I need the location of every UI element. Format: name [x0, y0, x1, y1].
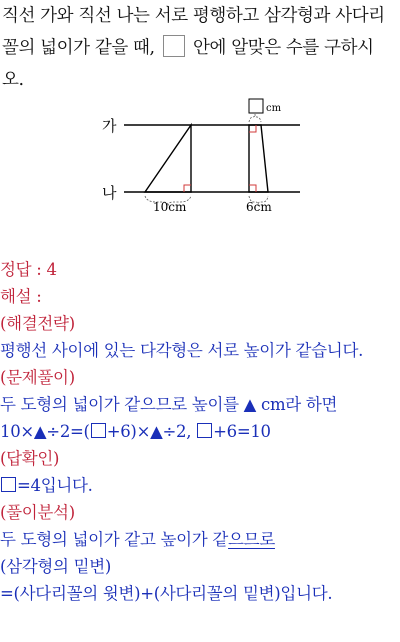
problem-line-2-end: 안에 알맞은 수를 구하시: [193, 38, 374, 58]
analysis-row: [0, 526, 400, 553]
check-row: [0, 472, 400, 499]
geometry-figure: [90, 96, 310, 226]
label-ga: 가: [102, 117, 117, 135]
trapezoid-top-angle-mark: [249, 125, 256, 132]
answer-value: 4: [46, 260, 57, 279]
check-text: =4입니다.: [17, 476, 93, 495]
triangle-right-angle-mark: [184, 185, 191, 192]
solution-section: [0, 256, 400, 607]
strategy-heading: (해결전략): [0, 314, 75, 333]
blank-square-icon: [1, 477, 16, 492]
answer-blank-box: [163, 35, 185, 57]
answer-row: [0, 256, 400, 283]
answer-label: 정답 :: [0, 260, 42, 279]
trapezoid-base-label: 6cm: [246, 200, 272, 214]
explanation-label: 해설 :: [0, 287, 42, 306]
analysis-line-3: =(사다리꼴의 윗변)+(사다리꼴의 밑변)입니다.: [0, 584, 333, 603]
problem-line-2: [2, 32, 398, 64]
trapezoid-bottom-angle-mark: [249, 185, 256, 192]
blank-square-icon: [91, 423, 106, 438]
problem-line-2-start: 꼴의 넓이가 같을 때,: [2, 38, 155, 58]
strategy-text: 평행선 사이에 있는 다각형은 서로 높이가 같습니다.: [0, 341, 364, 360]
blank-square-icon: [197, 423, 212, 438]
label-na: 나: [102, 184, 117, 202]
solving-text: 두 도형의 넓이가 같으므로 높이를 ▲ cm라 하면: [0, 395, 338, 414]
triangle-shape: [145, 125, 191, 192]
trapezoid-top-unit: cm: [266, 103, 282, 114]
check-heading: (답확인): [0, 449, 60, 468]
analysis-text-b: 으므로: [228, 530, 275, 549]
equation-part-b: +6)×▲÷2,: [106, 422, 192, 441]
problem-statement: [2, 0, 398, 96]
trapezoid-top-brace: [249, 114, 261, 122]
equation-part-a: 10×▲÷2=(: [0, 422, 90, 441]
solving-heading: (문제풀이): [0, 368, 75, 387]
trapezoid-shape: [249, 125, 268, 192]
analysis-line-2: (삼각형의 밑변): [0, 557, 112, 576]
equation-row: [0, 418, 400, 445]
equation-part-c: +6=10: [213, 422, 271, 441]
triangle-base-label: 10cm: [153, 200, 187, 214]
trapezoid-top-blank-box: [249, 99, 263, 113]
analysis-heading: (풀이분석): [0, 503, 75, 522]
problem-line-1: 직선 가와 직선 나는 서로 평행하고 삼각형과 사다리: [2, 6, 385, 26]
analysis-text-a: 두 도형의 넓이가 같고 높이가 같: [0, 530, 229, 549]
problem-line-3: 오.: [2, 70, 24, 90]
